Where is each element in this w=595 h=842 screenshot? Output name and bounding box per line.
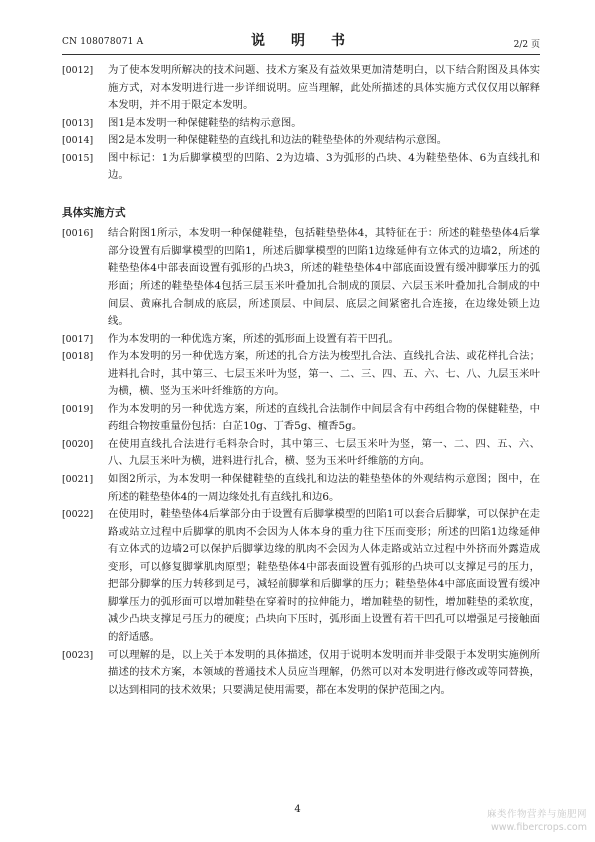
paragraph-0019 (62, 401, 540, 436)
watermark-site-name: 麻类作物营养与施肥网 (486, 809, 587, 820)
paragraph-text: 结合附图1所示，本发明一种保健鞋垫，包括鞋垫垫体4，其特征在于：所述的鞋垫垫体4后掌部分设置有后脚掌模型的凹陷1，所述后脚掌模型的凹陷1边缘延伸有立体式的边墙2，所述的鞋垫垫体4中部表面设置有弧形的凸块3，所述的鞋垫垫体4中部底面设置有缓冲脚掌压力的弧形面；所述的鞋垫垫体4包括三层玉米叶叠加扎合制成的顶层、六层玉米叶叠加扎合制成的中间层、黄麻扎合制成的底层，所述顶层、中间层、底层之间紧密扎合连接，在边缘处锁上边线。 (108, 227, 540, 328)
document-body (62, 62, 540, 699)
page-header (62, 30, 540, 54)
paragraph-text: 作为本发明的另一种优选方案，所述的扎合方法为梭型扎合法、直线扎合法、或花样扎合法；进料扎合时，其中第三、七层玉米叶为竖，第一、二、三、四、五、六、七、八、九层玉米叶为横，横、竖为玉米叶纤维筋的方向。 (108, 350, 540, 398)
paragraph-0022 (62, 506, 540, 646)
page-reference: 2/2 页 (513, 40, 540, 50)
paragraph-text: 为了使本发明所解决的技术问题、技术方案及有益效果更加清楚明白，以下结合附图及具体实施方式，对本发明进行进一步详细说明。应当理解，此处所描述的具体实施方式仅仅用以解释本发明，并不用于限定本发明。 (108, 64, 540, 112)
paragraph-number: [0013] (62, 117, 94, 129)
paragraph-number: [0018] (62, 351, 94, 363)
paragraph-text: 在使用直线扎合法进行毛料杂合时，其中第三、七层玉米叶为竖，第一、二、四、五、六、八、九层玉米叶为横，进料进行扎合，横、竖为玉米叶纤维筋的方向。 (108, 437, 540, 468)
paragraph-0017 (62, 331, 540, 349)
page-number: 4 (294, 804, 301, 815)
paragraph-number: [0020] (62, 438, 94, 450)
paragraph-text: 图1是本发明一种保健鞋垫的结构示意图。 (108, 116, 302, 129)
paragraph-0015 (62, 150, 540, 185)
paragraph-number: [0021] (62, 474, 94, 486)
paragraph-text: 如图2所示，为本发明一种保健鞋垫的直线扎和边法的鞋垫垫体的外观结构示意图；图中，在所述的鞋垫垫体4的一周边缘处扎有直线扎和边6。 (108, 473, 540, 503)
header-divider (62, 54, 540, 55)
paragraph-number: [0014] (62, 135, 94, 147)
paragraph-number: [0015] (62, 152, 94, 164)
paragraph-text: 图2是本发明一种保健鞋垫的直线扎和边法的鞋垫垫体的外观结构示意图。 (108, 134, 448, 147)
paragraph-text: 作为本发明的一种优选方案，所述的弧形面上设置有若干凹孔。 (108, 332, 399, 345)
paragraph-0020 (62, 436, 540, 471)
paragraph-number: [0016] (62, 228, 94, 240)
paragraph-text: 可以理解的是，以上关于本发明的具体描述，仅用于说明本发明而并非受限于本发明实施例所描述的技术方案，本领域的普通技术人员应当理解，仍然可以对本发明进行修改或等同替换，以达到相同的技术效果；只要满足使用需要，都在本发明的保护范围之内。 (108, 648, 540, 696)
paragraph-0018 (62, 348, 540, 401)
paragraph-number: [0017] (62, 333, 94, 345)
watermark (487, 808, 587, 834)
paragraph-0016 (62, 225, 540, 330)
paragraph-0021 (62, 471, 540, 506)
paragraph-0012 (62, 62, 540, 115)
paragraph-text: 图中标记：1为后脚掌模型的凹陷、2为边墙、3为弧形的凸块、4为鞋垫垫体、6为直线扎和边。 (108, 151, 540, 182)
paragraph-number: [0023] (62, 649, 94, 661)
document-title: 说 明 书 (251, 33, 351, 49)
paragraph-text: 在使用时，鞋垫垫体4后掌部分由于设置有后脚掌模型的凹陷1可以套合后脚掌，可以保护在走路或站立过程中后脚掌的肌肉不会因为人体本身的重力往下压而变形；所述的凹陷1边缘延伸有立体式的边墙2可以保护后脚掌边缘的肌肉不会因为人体走路或站立过程中外挤而外露造成变形，可以修复脚掌肌肉原型；鞋垫垫体4中部表面设置有弧形的凸块可以支撑足弓的压力，把部分脚掌的压力转移到足弓，减轻前脚掌和后脚掌的压力；鞋垫垫体4中部底面设置有缓冲脚掌压力的弧形面可以增加鞋垫在穿着时的拉伸能力，增加鞋垫的韧性，增加鞋垫的柔软度，减少凸块支撑足弓压力的硬度；凸块向下压时，弧形面上设置有若干凹孔可以增强足弓接触面的舒适感。 (108, 508, 540, 643)
paragraph-text: 作为本发明的另一种优选方案，所述的直线扎合法制作中间层含有中药组合物的保健鞋垫，中药组合物按重量份包括：白芷10g、丁香5g、檀香5g。 (108, 402, 540, 433)
section-heading: 具体实施方式 (62, 206, 126, 219)
paragraph-0023 (62, 647, 540, 700)
paragraph-number: [0022] (62, 509, 94, 521)
patent-number: CN 108078071 A (62, 37, 144, 47)
paragraph-number: [0012] (62, 65, 94, 76)
paragraph-0013 (62, 115, 540, 133)
paragraph-0014 (62, 132, 540, 150)
paragraph-number: [0019] (62, 403, 94, 415)
watermark-url: www.fibercrops.com (490, 822, 587, 833)
